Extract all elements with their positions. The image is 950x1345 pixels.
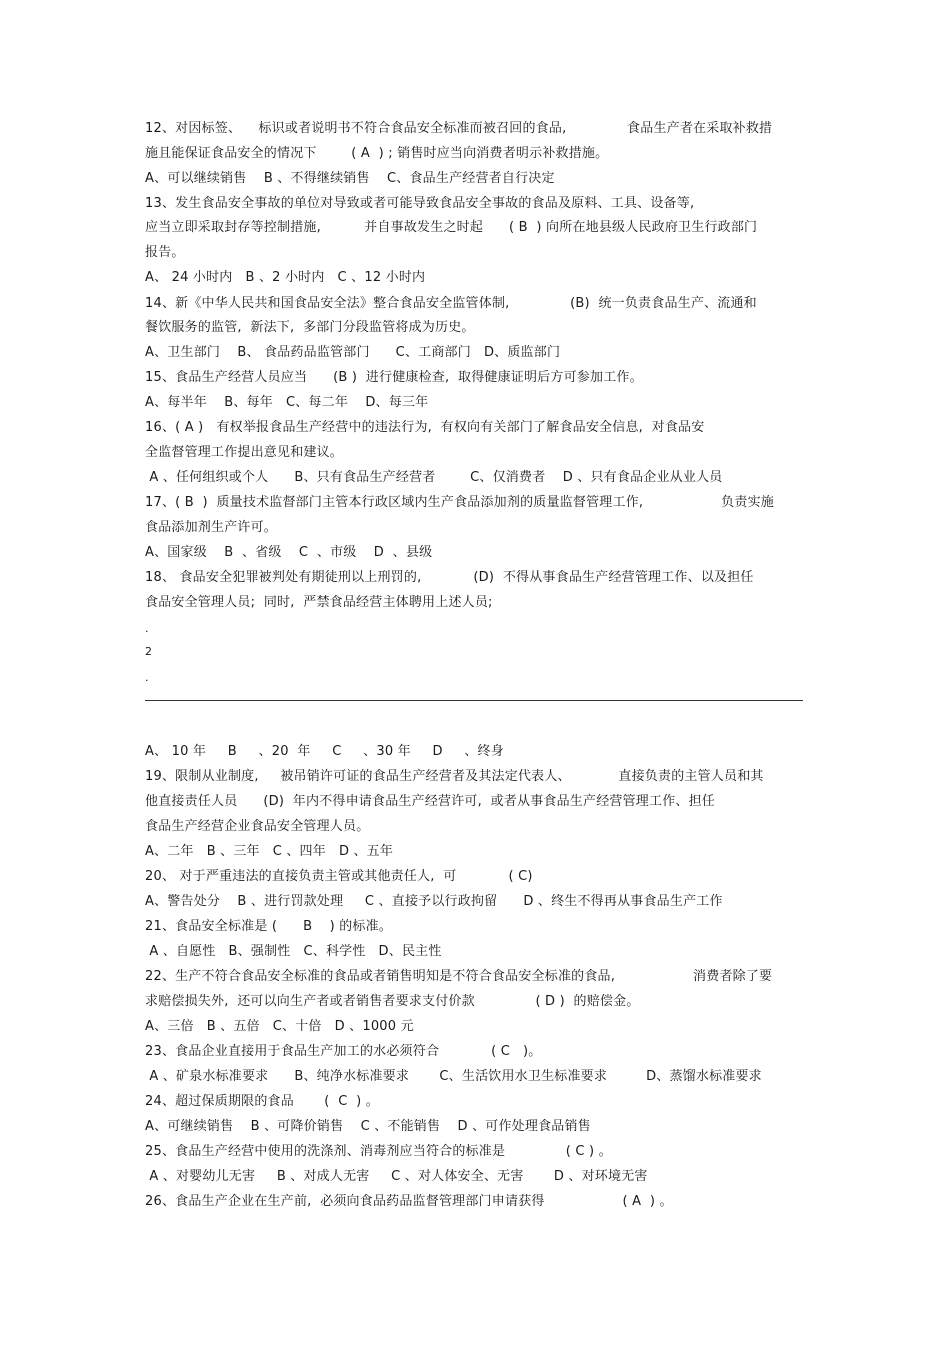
text-line: 施且能保证食品安全的情况下 ( A ) ; 销售时应当向消费者明示补救措施。	[145, 146, 609, 161]
text-line: 15、食品生产经营人员应当 (B ) 进行健康检查, 取得健康证明后方可参加工作。	[145, 370, 643, 385]
text-line: 22、生产不符合食品安全标准的食品或者销售明知是不符合食品安全标准的食品, 消费者除了要	[145, 969, 773, 984]
text-line: 26、食品生产企业在生产前, 必须向食品药品监督管理部门申请获得 ( A ) 。	[145, 1194, 673, 1209]
text-line: A、卫生部门 B、 食品药品监管部门 C、工商部门 D、质监部门	[145, 345, 561, 360]
text-line: A、三倍 B 、五倍 C、十倍 D 、1000 元	[145, 1019, 414, 1034]
footer-dot: .	[145, 671, 149, 684]
footer-dot: .	[145, 622, 149, 635]
text-line: A、国家级 B 、省级 C 、市级 D 、县级	[145, 545, 433, 560]
text-line: 餐饮服务的监管, 新法下, 多部门分段监管将成为历史。	[145, 320, 475, 335]
page-divider	[145, 700, 803, 701]
text-line: 食品添加剂生产许可。	[145, 520, 278, 535]
text-line: A 、矿泉水标准要求 B、纯净水标准要求 C、生活饮用水卫生标准要求 D、蒸馏水标准要求	[145, 1069, 762, 1084]
text-line: 14、新《中华人民共和国食品安全法》整合食品安全监管体制, (B) 统一负责食品生产、流通和	[145, 296, 757, 311]
text-line: 他直接责任人员 (D) 年内不得申请食品生产经营许可, 或者从事食品生产经营管理工作、担任	[145, 794, 716, 809]
text-line: A、 10 年 B 、20 年 C 、30 年 D 、终身	[145, 744, 504, 759]
text-line: 17、( B ) 质量技术监督部门主管本行政区域内生产食品添加剂的质量监督管理工作, 负责实施	[145, 495, 774, 510]
text-line: 19、限制从业制度, 被吊销许可证的食品生产经营者及其法定代表人、 直接负责的主管人员和其	[145, 769, 764, 784]
text-line: A 、任何组织或个人 B、只有食品生产经营者 C、仅消费者 D 、只有食品企业从业人员	[145, 470, 723, 485]
text-line: A、可继续销售 B 、可降价销售 C 、不能销售 D 、可作处理食品销售	[145, 1119, 591, 1134]
text-line: A、 24 小时内 B 、2 小时内 C 、12 小时内	[145, 270, 426, 285]
text-line: A、可以继续销售 B 、不得继续销售 C、食品生产经营者自行决定	[145, 171, 555, 186]
text-line: 12、对因标签、 标识或者说明书不符合食品安全标准而被召回的食品, 食品生产者在采取补救措	[145, 121, 773, 136]
text-line: 18、 食品安全犯罪被判处有期徒刑以上刑罚的, (D) 不得从事食品生产经营管理工作、以及担任	[145, 570, 754, 585]
text-line: A 、对婴幼儿无害 B 、对成人无害 C 、对人体安全、无害 D 、对环境无害	[145, 1169, 648, 1184]
text-line: 应当立即采取封存等控制措施, 并自事故发生之时起 ( B ) 向所在地县级人民政府卫生行政部门	[145, 220, 758, 235]
text-line: 食品生产经营企业食品安全管理人员。	[145, 819, 370, 834]
text-line: 求赔偿损失外, 还可以向生产者或者销售者要求支付价款 ( D ) 的赔偿金。	[145, 994, 640, 1009]
text-line: A、二年 B 、三年 C 、四年 D 、五年	[145, 844, 394, 859]
text-line: 25、食品生产经营中使用的洗涤剂、消毒剂应当符合的标准是 ( C ) 。	[145, 1144, 612, 1159]
text-line: 24、超过保质期限的食品 ( C ) 。	[145, 1094, 379, 1109]
text-line: 20、 对于严重违法的直接负责主管或其他责任人, 可 ( C)	[145, 869, 533, 884]
text-line: 16、( A ) 有权举报食品生产经营中的违法行为, 有权向有关部门了解食品安全信息, 对食品安	[145, 420, 705, 435]
page-number: 2	[145, 645, 152, 658]
text-line: A 、自愿性 B、强制性 C、科学性 D、民主性	[145, 944, 442, 959]
text-line: 食品安全管理人员; 同时, 严禁食品经营主体聘用上述人员;	[145, 595, 493, 610]
text-line: 报告。	[145, 245, 185, 260]
text-line: 21、食品安全标准是 ( B ) 的标准。	[145, 919, 392, 934]
text-line: 全监督管理工作提出意见和建议。	[145, 445, 344, 460]
text-line: 23、食品企业直接用于食品生产加工的水必须符合 ( C )。	[145, 1044, 542, 1059]
text-line: A、警告处分 B 、进行罚款处理 C 、直接予以行政拘留 D 、终生不得再从事食品生产工作	[145, 894, 723, 909]
text-line: 13、发生食品安全事故的单位对导致或者可能导致食品安全事故的食品及原料、工具、设备等,	[145, 196, 695, 211]
text-line: A、每半年 B、每年 C、每二年 D、每三年	[145, 395, 429, 410]
